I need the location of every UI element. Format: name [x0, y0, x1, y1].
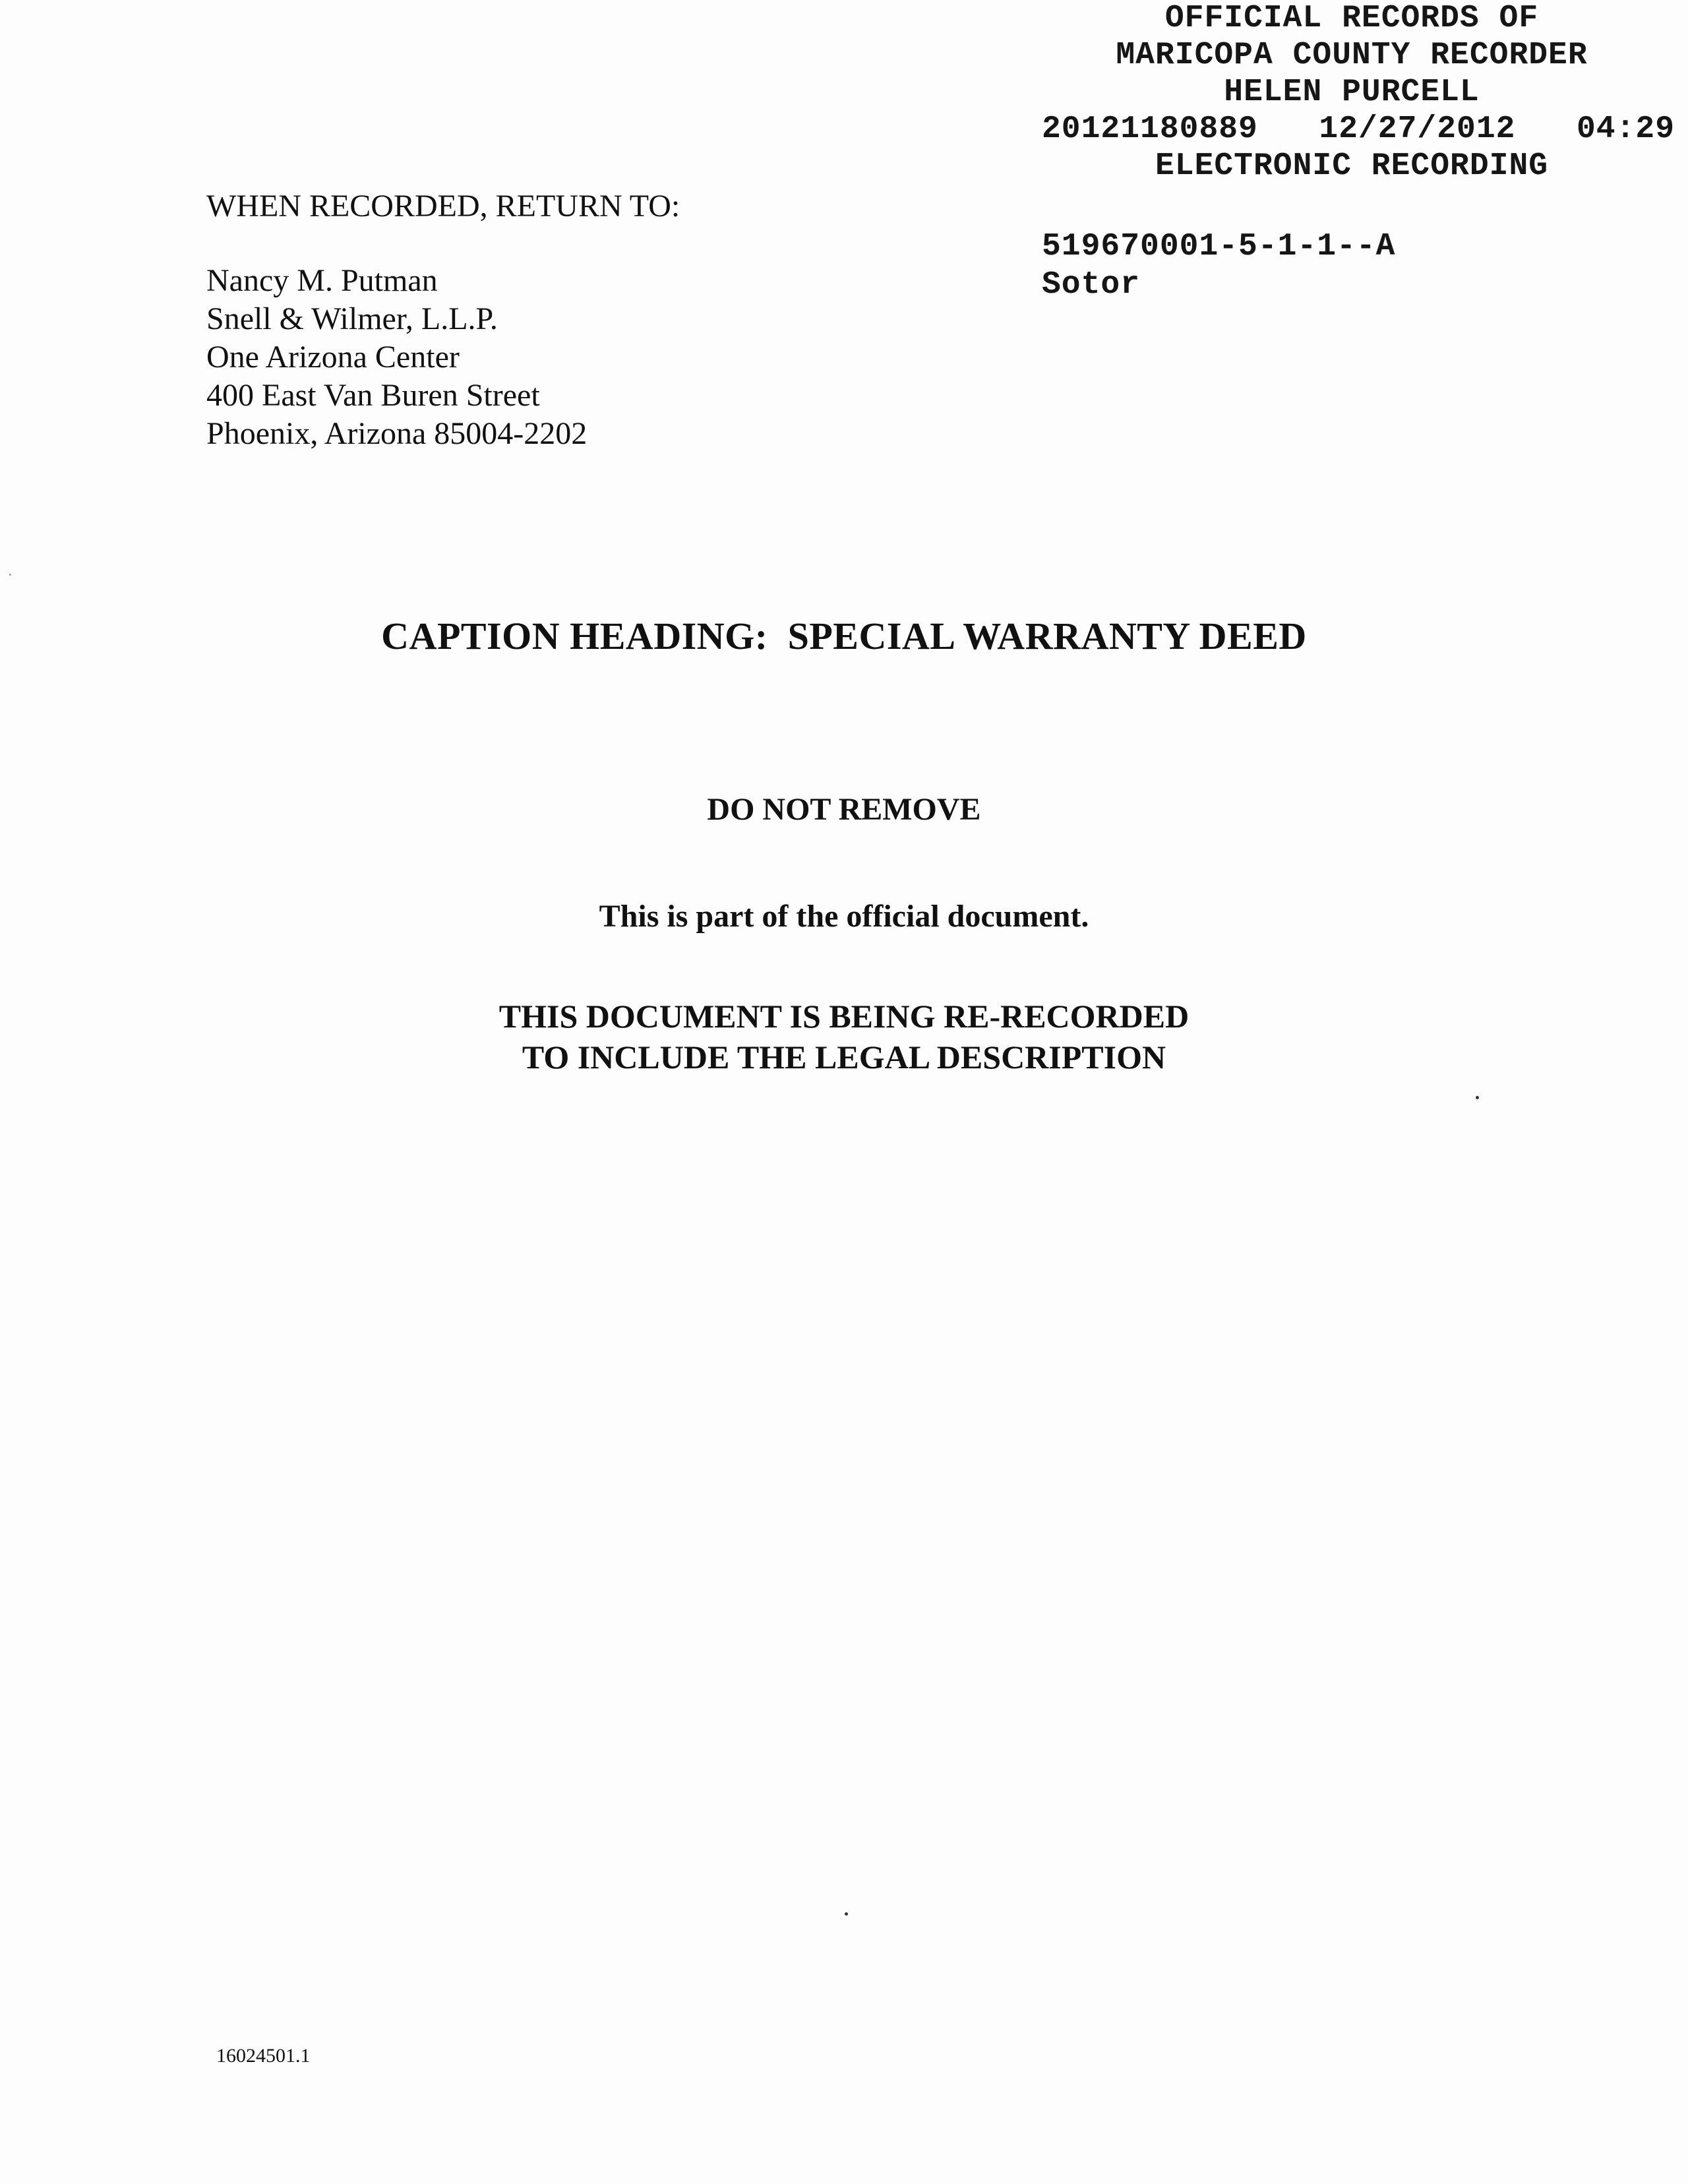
- return-to-heading: WHEN RECORDED, RETURN TO:: [206, 189, 680, 224]
- caption-heading: CAPTION HEADING: SPECIAL WARRANTY DEED: [381, 615, 1307, 657]
- recording-number: 20121180889: [1042, 111, 1258, 147]
- re-recorded-line-2: TO INCLUDE THE LEGAL DESCRIPTION: [522, 1039, 1166, 1076]
- scan-speck: [9, 574, 11, 576]
- stamp-line-county-recorder: MARICOPA COUNTY RECORDER: [1116, 38, 1588, 73]
- do-not-remove-notice: DO NOT REMOVE: [707, 792, 981, 827]
- address-line: 400 East Van Buren Street: [206, 378, 540, 413]
- document-ref-code: 519670001-5-1-1--A: [1042, 229, 1396, 264]
- stamp-line-recorder-name: HELEN PURCELL: [1224, 75, 1480, 110]
- address-line: One Arizona Center: [206, 340, 460, 375]
- stamp-line-recording-info: [1029, 111, 1675, 148]
- address-line: Snell & Wilmer, L.L.P.: [206, 301, 498, 336]
- recording-time: 04:29: [1576, 111, 1675, 147]
- return-address: [206, 262, 587, 453]
- stamp-line-official-records: OFFICIAL RECORDS OF: [1164, 1, 1539, 36]
- address-line: Nancy M. Putman: [206, 263, 438, 298]
- document-reference: [1042, 228, 1395, 304]
- scan-speck: [845, 1912, 848, 1916]
- re-recorded-line-1: THIS DOCUMENT IS BEING RE-RECORDED: [498, 998, 1190, 1035]
- re-recorded-notice: [0, 996, 1688, 1077]
- stamp-line-electronic-recording: ELECTRONIC RECORDING: [1155, 148, 1549, 184]
- official-document-notice: This is part of the official document.: [599, 899, 1089, 934]
- document-ref-name: Sotor: [1042, 267, 1141, 303]
- recorder-stamp: [1029, 0, 1675, 185]
- address-line: Phoenix, Arizona 85004-2202: [206, 416, 588, 451]
- document-number: 16024501.1: [216, 2045, 311, 2067]
- recording-date: 12/27/2012: [1319, 111, 1516, 147]
- scan-speck: [1476, 1096, 1479, 1099]
